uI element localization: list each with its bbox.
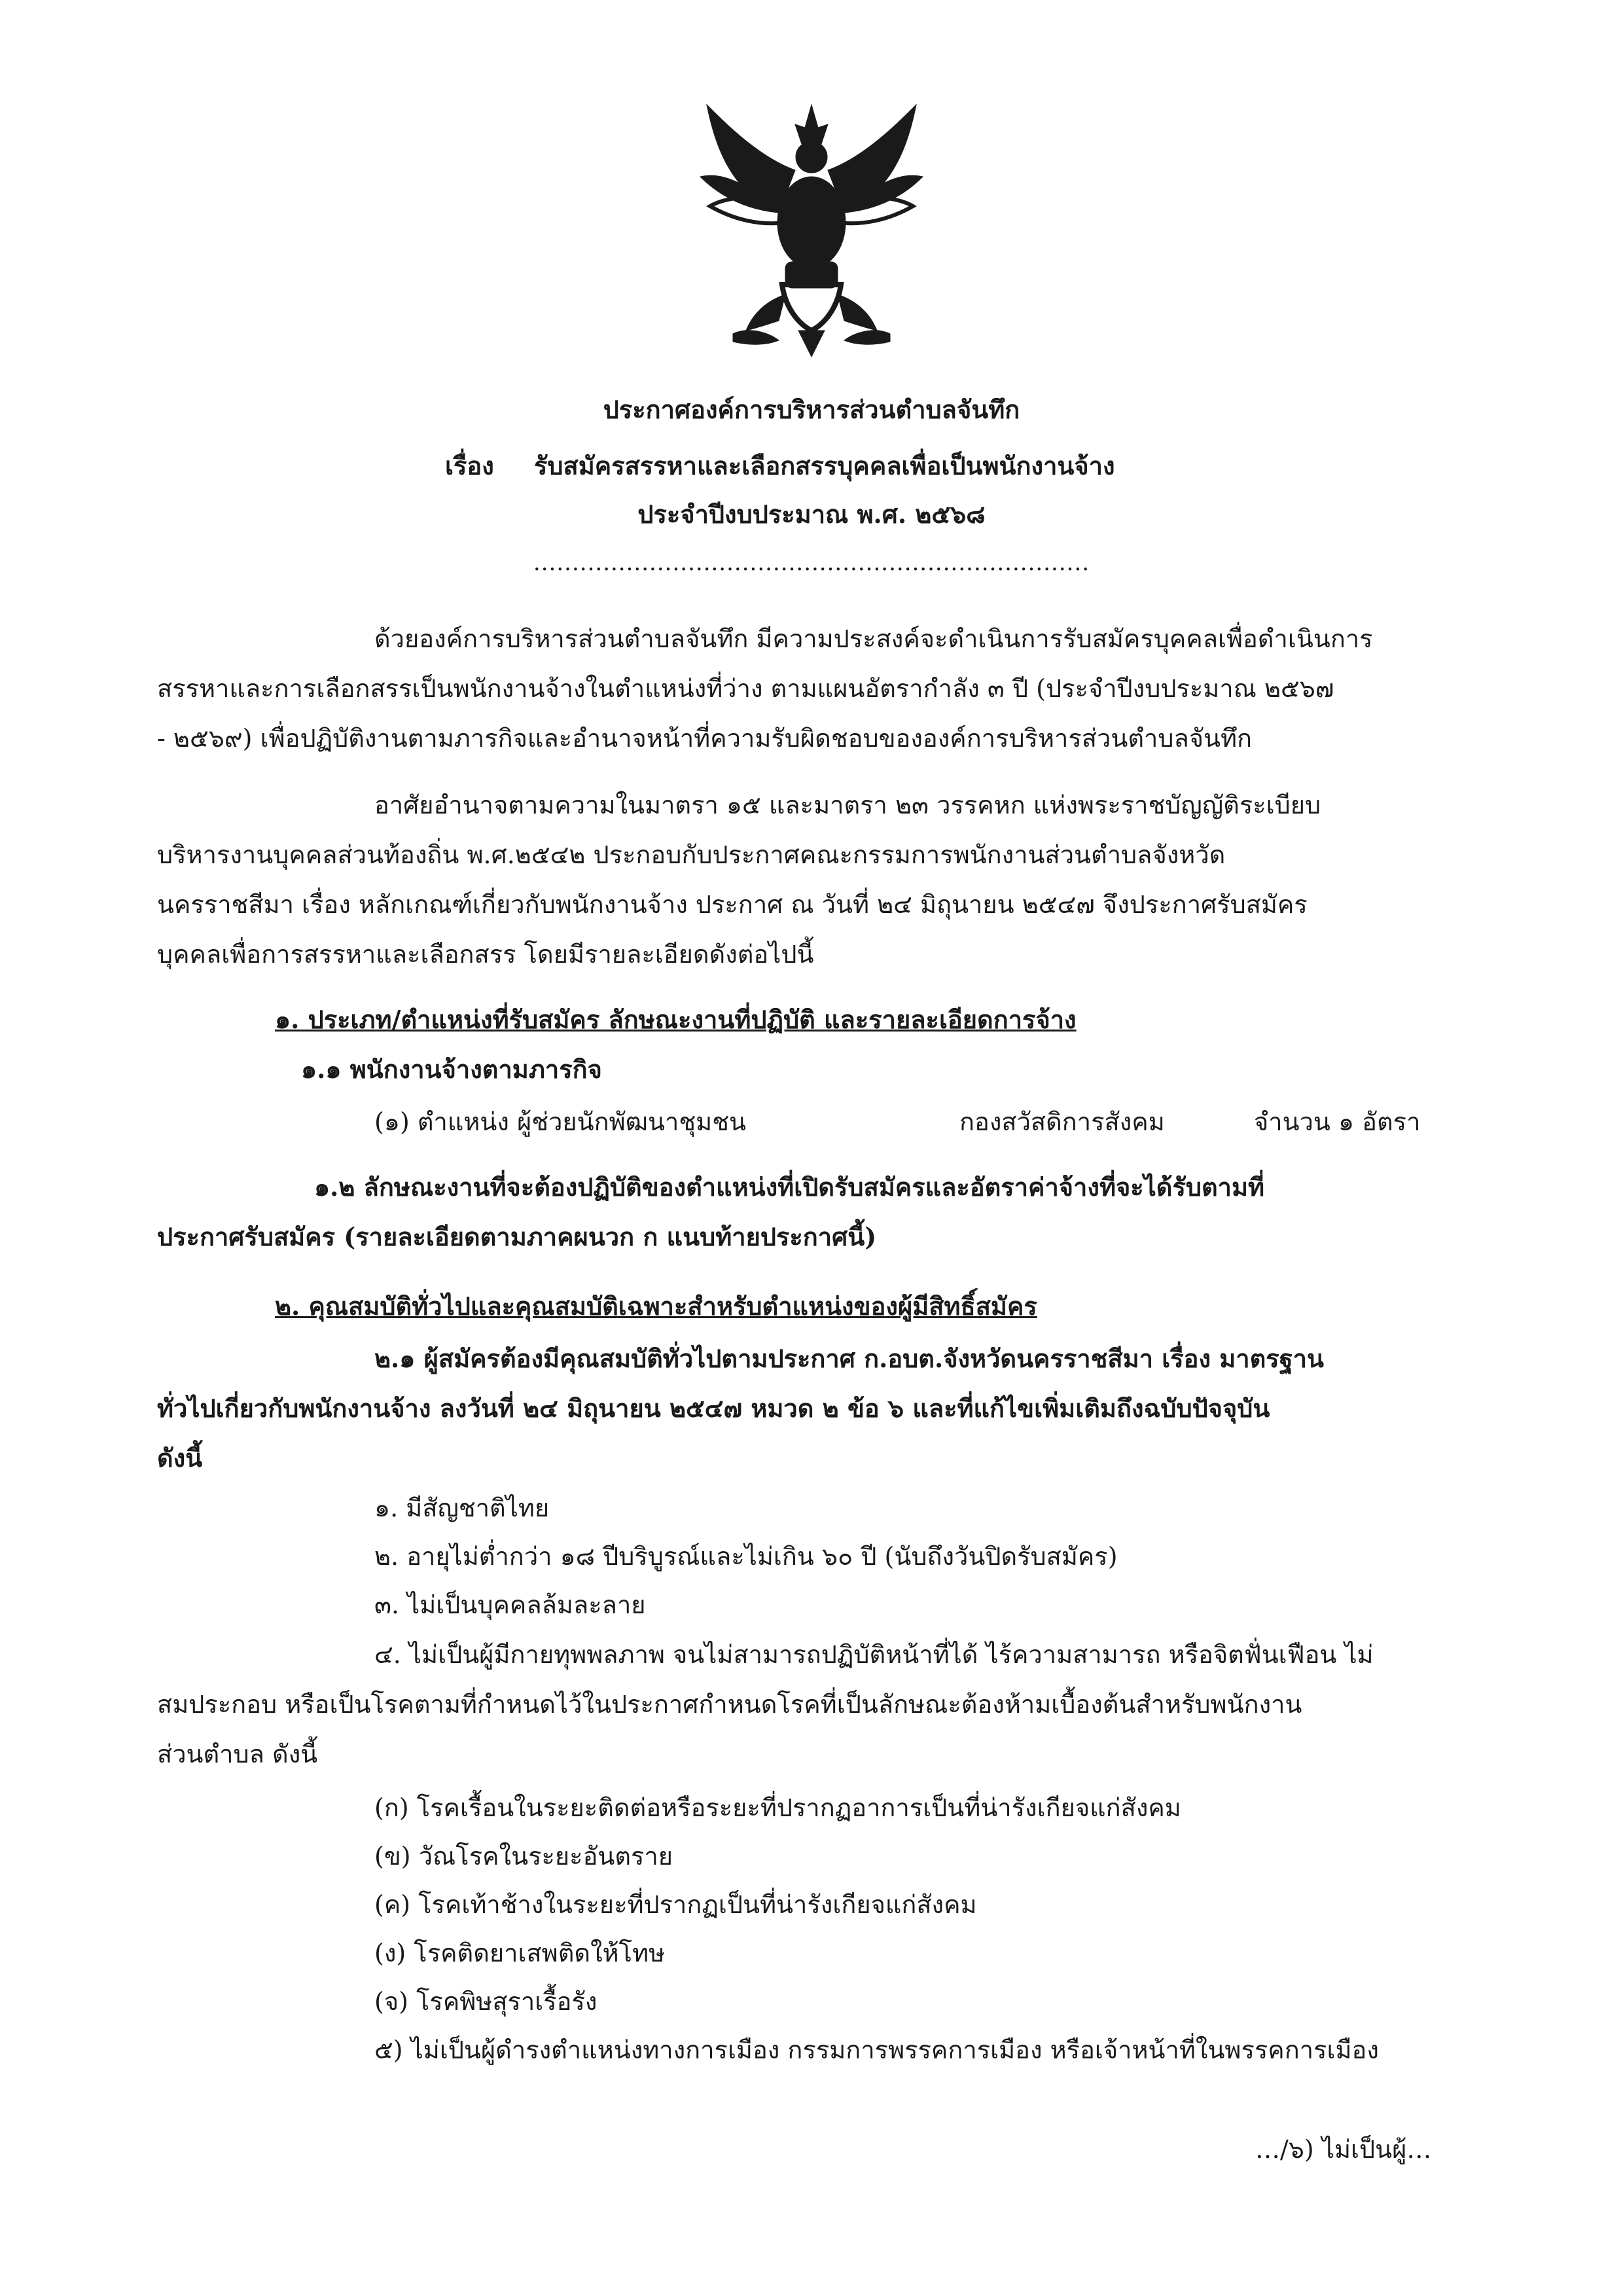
qualification-item-5: ๕) ไม่เป็นผู้ดำรงตำแหน่งทางการเมือง กรรมการพรรคการเมือง หรือเจ้าหน้าที่ในพรรคการเมือง [374, 2036, 1379, 2064]
disease-item-b: (ข) วัณโรคในระยะอันตราย [374, 1842, 673, 1871]
qualification-item-4-line1: ๔. ไม่เป็นผู้มีกายทุพพลภาพ จนไม่สามารถปฏิบัติหน้าที่ได้ ไร้ความสามารถ หรือจิตฟั่นเฟือน ไม่ [374, 1640, 1374, 1669]
garuda-emblem [687, 98, 936, 360]
disease-item-a: (ก) โรคเรื้อนในระยะติดต่อหรือระยะที่ปรากฏอาการเป็นที่น่ารังเกียจแก่สังคม [374, 1793, 1181, 1822]
para1-line1: ด้วยองค์การบริหารส่วนตำบลจันทึก มีความประสงค์จะดำเนินการรับสมัครบุคคลเพื่อดำเนินการ [374, 624, 1373, 653]
section1-heading: ๑. ประเภท/ตำแหน่งที่รับสมัคร ลักษณะงานที่ปฏิบัติ และรายละเอียดการจ้าง [275, 1005, 1077, 1034]
position-division: กองสวัสดิการสังคม [959, 1107, 1165, 1136]
announcement-title: ประกาศองค์การบริหารส่วนตำบลจันทึก [603, 395, 1020, 424]
para1-line2: สรรหาและการเลือกสรรเป็นพนักงานจ้างในตำแหน่งที่ว่าง ตามแผนอัตรากำลัง ๓ ปี (ประจำปีงบประมาณ ๒๕๖๗ [157, 674, 1334, 703]
qualification-item-1: ๑. มีสัญชาติไทย [374, 1494, 550, 1522]
section1-1-heading: ๑.๑ พนักงานจ้างตามภารกิจ [301, 1054, 602, 1084]
disease-item-d: (ง) โรคติดยาเสพติดให้โทษ [374, 1939, 666, 1967]
para2-line1: อาศัยอำนาจตามความในมาตรา ๑๕ และมาตรา ๒๓ วรรคหก แห่งพระราชบัญญัติระเบียบ [374, 791, 1321, 819]
disease-item-c: (ค) โรคเท้าช้างในระยะที่ปรากฏเป็นที่น่ารังเกียจแก่สังคม [374, 1890, 977, 1919]
section2-heading: ๒. คุณสมบัติทั่วไปและคุณสมบัติเฉพาะสำหรับตำแหน่งของผู้มีสิทธิ์สมัคร [275, 1291, 1037, 1321]
position-count: จำนวน ๑ อัตรา [1254, 1107, 1421, 1136]
position-title: (๑) ตำแหน่ง ผู้ช่วยนักพัฒนาชุมชน [374, 1107, 746, 1136]
para1-line3: - ๒๕๖๙) เพื่อปฏิบัติงานตามภารกิจและอำนาจหน้าที่ความรับผิดชอบขององค์การบริหารส่วนตำบลจันทึก [157, 724, 1253, 753]
qualification-item-4-line3: ส่วนตำบล ดังนี้ [157, 1740, 318, 1768]
section2-1-line2: ทั่วไปเกี่ยวกับพนักงานจ้าง ลงวันที่ ๒๔ มิถุนายน ๒๕๔๗ หมวด ๒ ข้อ ๖ และที่แก้ไขเพิ่มเติมถึงฉบับปัจจุบัน [157, 1393, 1270, 1423]
subject-label: เรื่อง [445, 451, 494, 480]
para2-line4: บุคคลเพื่อการสรรหาและเลือกสรร โดยมีรายละเอียดดังต่อไปนี้ [157, 940, 814, 969]
para2-line3: นครราชสีมา เรื่อง หลักเกณฑ์เกี่ยวกับพนักงานจ้าง ประกาศ ณ วันที่ ๒๔ มิถุนายน ๒๕๔๗ จึงประกาศรับสมัคร [157, 890, 1308, 919]
qualification-item-2: ๒. อายุไม่ต่ำกว่า ๑๘ ปีบริบูรณ์และไม่เกิน ๖๐ ปี (นับถึงวันปิดรับสมัคร) [374, 1542, 1118, 1571]
qualification-item-4-line2: สมประกอบ หรือเป็นโรคตามที่กำหนดไว้ในประกาศกำหนดโรคที่เป็นลักษณะต้องห้ามเบื้องต้นสำหรับพนักงาน [157, 1690, 1302, 1719]
subject-text: รับสมัครสรรหาและเลือกสรรบุคคลเพื่อเป็นพนักงานจ้าง [534, 451, 1115, 480]
disease-item-e: (จ) โรคพิษสุราเรื้อรัง [374, 1987, 597, 2016]
continuation-note: …/๖) ไม่เป็นผู้… [1255, 2135, 1432, 2164]
section1-2-line1: ๑.๒ ลักษณะงานที่จะต้องปฏิบัติของตำแหน่งที่เปิดรับสมัครและอัตราค่าจ้างที่จะได้รับตามที่ [314, 1172, 1265, 1202]
section2-1-line1: ๒.๑ ผู้สมัครต้องมีคุณสมบัติทั่วไปตามประกาศ ก.อบต.จังหวัดนครราชสีมา เรื่อง มาตรฐาน [374, 1344, 1324, 1373]
section1-2-line2: ประกาศรับสมัคร (รายละเอียดตามภาคผนวก ก แนบท้ายประกาศนี้) [157, 1222, 877, 1251]
qualification-item-3: ๓. ไม่เป็นบุคคลล้มละลาย [374, 1590, 646, 1619]
section2-1-line3: ดังนี้ [157, 1443, 203, 1473]
fiscal-year-line: ประจำปีงบประมาณ พ.ศ. ๒๕๖๘ [637, 499, 986, 529]
para2-line2: บริหารงานบุคคลส่วนท้องถิ่น พ.ศ.๒๕๔๒ ประกอบกับประกาศคณะกรรมการพนักงานส่วนตำบลจังหวัด [157, 840, 1226, 869]
title-separator: ........................................................................ [533, 550, 1090, 576]
